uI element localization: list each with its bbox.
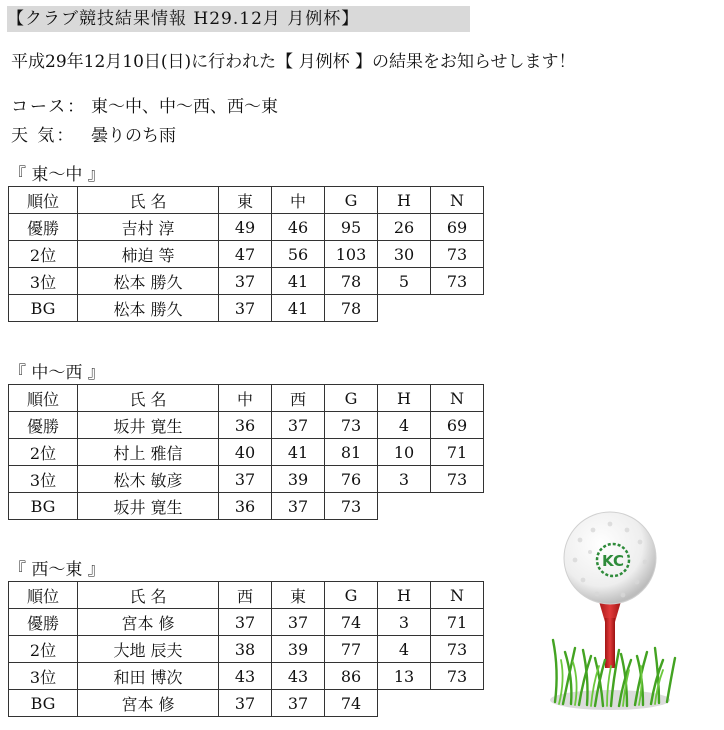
net-cell: 69: [431, 412, 484, 439]
gross-cell: 86: [325, 663, 378, 690]
score-cell: 37: [219, 268, 272, 295]
section-heading-east-middle: 『 東～中 』: [9, 165, 105, 185]
score-cell: 37: [219, 690, 272, 717]
results-table-middle-west: [8, 384, 484, 520]
results-table-west-east: [8, 581, 484, 717]
score-cell: 56: [272, 241, 325, 268]
rank-cell: 2位: [9, 241, 78, 268]
net-cell: 73: [431, 268, 484, 295]
empty-cell: [431, 493, 484, 520]
name-cell: 坂井 寛生: [78, 412, 219, 439]
table-row: [9, 493, 484, 520]
course-info: [11, 92, 278, 117]
table-row: [9, 636, 484, 663]
header-cell: N: [431, 582, 484, 609]
header-cell: G: [325, 385, 378, 412]
handicap-cell: 10: [378, 439, 431, 466]
gross-cell: 77: [325, 636, 378, 663]
empty-cell: [431, 295, 484, 322]
weather-info: [11, 121, 176, 146]
score-cell: 46: [272, 214, 325, 241]
handicap-cell: 4: [378, 412, 431, 439]
table-row: [9, 439, 484, 466]
net-cell: 69: [431, 214, 484, 241]
header-cell: 西: [219, 582, 272, 609]
rank-cell: 2位: [9, 636, 78, 663]
gross-cell: 78: [325, 295, 378, 322]
handicap-cell: 13: [378, 663, 431, 690]
name-cell: 松木 敏彦: [78, 466, 219, 493]
table-row: [9, 690, 484, 717]
gross-cell: 81: [325, 439, 378, 466]
svg-text:KC: KC: [602, 552, 624, 570]
table-header-row: [9, 187, 484, 214]
header-cell: 東: [219, 187, 272, 214]
table-header-row: [9, 582, 484, 609]
score-cell: 37: [219, 295, 272, 322]
name-cell: 松本 勝久: [78, 268, 219, 295]
rank-cell: 3位: [9, 268, 78, 295]
gross-cell: 76: [325, 466, 378, 493]
score-cell: 39: [272, 636, 325, 663]
gross-cell: 73: [325, 412, 378, 439]
net-cell: 73: [431, 663, 484, 690]
gross-cell: 78: [325, 268, 378, 295]
handicap-cell: 3: [378, 466, 431, 493]
section-heading-west-east: 『 西～東 』: [9, 560, 105, 580]
score-cell: 41: [272, 295, 325, 322]
golf-ball-icon: [535, 510, 685, 715]
table-row: [9, 214, 484, 241]
empty-cell: [378, 295, 431, 322]
empty-cell: [378, 493, 431, 520]
score-cell: 36: [219, 412, 272, 439]
header-cell: 中: [272, 187, 325, 214]
score-cell: 37: [272, 609, 325, 636]
course-value: 東～中、中～西、西～東: [91, 97, 278, 117]
empty-cell: [431, 690, 484, 717]
section-heading-middle-west: 『 中～西 』: [9, 363, 105, 383]
handicap-cell: 30: [378, 241, 431, 268]
table-row: [9, 268, 484, 295]
header-cell: H: [378, 187, 431, 214]
header-cell: 東: [272, 582, 325, 609]
rank-cell: 優勝: [9, 412, 78, 439]
rank-cell: 3位: [9, 663, 78, 690]
table-row: [9, 663, 484, 690]
score-cell: 43: [272, 663, 325, 690]
table-row: [9, 466, 484, 493]
rank-cell: 優勝: [9, 609, 78, 636]
name-cell: 坂井 寛生: [78, 493, 219, 520]
score-cell: 40: [219, 439, 272, 466]
header-cell: 西: [272, 385, 325, 412]
header-cell: H: [378, 582, 431, 609]
header-cell: N: [431, 385, 484, 412]
weather-value: 曇りのち雨: [91, 126, 176, 146]
table-row: [9, 412, 484, 439]
golf-ball-illustration: [535, 510, 685, 715]
score-cell: 37: [272, 412, 325, 439]
score-cell: 47: [219, 241, 272, 268]
rank-cell: 3位: [9, 466, 78, 493]
net-cell: 73: [431, 241, 484, 268]
handicap-cell: 4: [378, 636, 431, 663]
header-cell: G: [325, 187, 378, 214]
header-cell: 氏 名: [78, 582, 219, 609]
page-title: 【クラブ競技結果情報 H29.12月 月例杯】: [7, 6, 470, 32]
score-cell: 37: [272, 690, 325, 717]
net-cell: 71: [431, 439, 484, 466]
score-cell: 37: [272, 493, 325, 520]
table-header-row: [9, 385, 484, 412]
score-cell: 36: [219, 493, 272, 520]
header-cell: N: [431, 187, 484, 214]
name-cell: 和田 博次: [78, 663, 219, 690]
score-cell: 37: [219, 609, 272, 636]
rank-cell: 2位: [9, 439, 78, 466]
gross-cell: 73: [325, 493, 378, 520]
header-cell: G: [325, 582, 378, 609]
name-cell: 吉村 淳: [78, 214, 219, 241]
name-cell: 大地 辰夫: [78, 636, 219, 663]
rank-cell: 優勝: [9, 214, 78, 241]
header-cell: 中: [219, 385, 272, 412]
score-cell: 41: [272, 268, 325, 295]
net-cell: 73: [431, 636, 484, 663]
intro-text: 平成29年12月10日(日)に行われた【 月例杯 】の結果をお知らせします！: [11, 52, 576, 72]
name-cell: 宮本 修: [78, 690, 219, 717]
name-cell: 宮本 修: [78, 609, 219, 636]
header-cell: 順位: [9, 582, 78, 609]
header-cell: 順位: [9, 385, 78, 412]
handicap-cell: 26: [378, 214, 431, 241]
header-cell: 順位: [9, 187, 78, 214]
score-cell: 38: [219, 636, 272, 663]
gross-cell: 103: [325, 241, 378, 268]
handicap-cell: 5: [378, 268, 431, 295]
table-row: [9, 241, 484, 268]
table-row: [9, 295, 484, 322]
gross-cell: 95: [325, 214, 378, 241]
name-cell: 柿迫 等: [78, 241, 219, 268]
weather-label: 天 気：: [11, 126, 76, 146]
course-label: コース：: [11, 97, 87, 117]
header-cell: 氏 名: [78, 385, 219, 412]
score-cell: 41: [272, 439, 325, 466]
rank-cell: BG: [9, 690, 78, 717]
gross-cell: 74: [325, 690, 378, 717]
table-row: [9, 609, 484, 636]
net-cell: 71: [431, 609, 484, 636]
gross-cell: 74: [325, 609, 378, 636]
name-cell: 松本 勝久: [78, 295, 219, 322]
header-cell: 氏 名: [78, 187, 219, 214]
handicap-cell: 3: [378, 609, 431, 636]
empty-cell: [378, 690, 431, 717]
header-cell: H: [378, 385, 431, 412]
score-cell: 39: [272, 466, 325, 493]
net-cell: 73: [431, 466, 484, 493]
score-cell: 43: [219, 663, 272, 690]
score-cell: 37: [219, 466, 272, 493]
rank-cell: BG: [9, 295, 78, 322]
results-table-east-middle: [8, 186, 484, 322]
name-cell: 村上 雅信: [78, 439, 219, 466]
rank-cell: BG: [9, 493, 78, 520]
score-cell: 49: [219, 214, 272, 241]
